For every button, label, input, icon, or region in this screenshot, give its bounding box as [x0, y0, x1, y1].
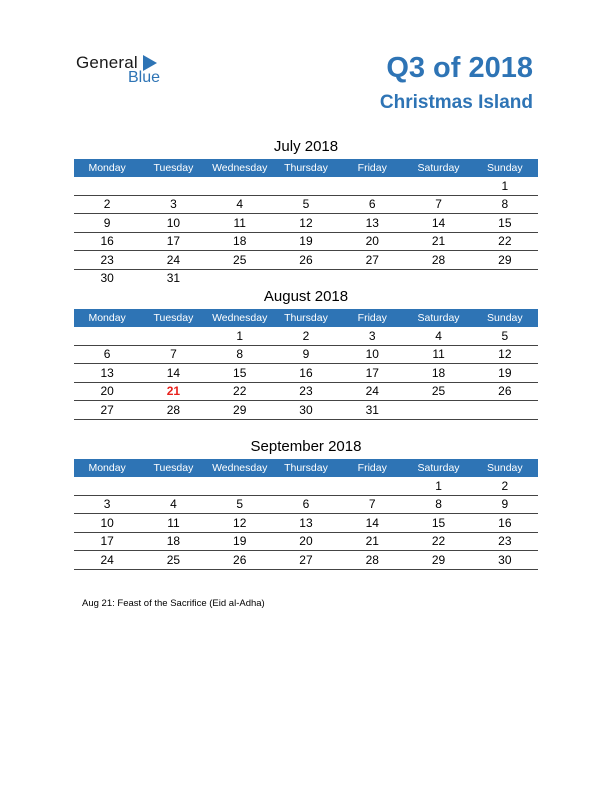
calendar-table — [74, 309, 538, 420]
calendar-table — [74, 459, 538, 570]
week-row — [74, 401, 538, 420]
day-cell: 4 — [207, 195, 273, 214]
day-cell: 1 — [472, 177, 538, 195]
day-cell: 12 — [207, 514, 273, 533]
week-row — [74, 327, 538, 345]
day-cell: 17 — [339, 364, 405, 383]
empty-day-cell — [339, 177, 405, 195]
day-cell: 24 — [140, 251, 206, 270]
empty-day-cell — [472, 401, 538, 420]
day-cell: 20 — [273, 532, 339, 551]
day-cell: 2 — [472, 477, 538, 495]
day-cell: 19 — [273, 232, 339, 251]
day-cell: 3 — [74, 495, 140, 514]
day-cell: 26 — [273, 251, 339, 270]
day-cell: 6 — [339, 195, 405, 214]
holiday-day-cell: 21 — [140, 382, 206, 401]
empty-day-cell — [273, 477, 339, 495]
day-cell: 23 — [472, 532, 538, 551]
week-row — [74, 364, 538, 383]
week-row — [74, 514, 538, 533]
day-cell: 24 — [339, 382, 405, 401]
empty-day-cell — [74, 477, 140, 495]
week-row — [74, 195, 538, 214]
day-cell: 14 — [339, 514, 405, 533]
empty-day-cell — [405, 269, 471, 287]
day-cell: 2 — [74, 195, 140, 214]
empty-day-cell — [140, 327, 206, 345]
day-cell: 10 — [339, 345, 405, 364]
logo-word-blue: Blue — [128, 69, 161, 86]
day-cell: 2 — [273, 327, 339, 345]
week-row — [74, 214, 538, 233]
weekday-header: Monday — [74, 159, 140, 177]
week-row — [74, 345, 538, 364]
page-subtitle: Christmas Island — [379, 92, 533, 113]
day-cell: 30 — [273, 401, 339, 420]
week-row — [74, 477, 538, 495]
empty-day-cell — [140, 177, 206, 195]
empty-day-cell — [273, 177, 339, 195]
weekday-header: Tuesday — [140, 309, 206, 327]
week-row — [74, 232, 538, 251]
day-cell: 19 — [472, 364, 538, 383]
day-cell: 12 — [273, 214, 339, 233]
empty-day-cell — [207, 177, 273, 195]
weekday-header: Friday — [339, 159, 405, 177]
day-cell: 18 — [207, 232, 273, 251]
day-cell: 20 — [74, 382, 140, 401]
month-block-july — [74, 137, 538, 287]
month-block-september — [74, 437, 538, 570]
weekday-header: Wednesday — [207, 309, 273, 327]
day-cell: 14 — [405, 214, 471, 233]
month-title: August 2018 — [263, 288, 349, 305]
day-cell: 22 — [405, 532, 471, 551]
weekday-header: Wednesday — [207, 459, 273, 477]
empty-day-cell — [140, 477, 206, 495]
generalblue-logo — [76, 53, 176, 87]
page-title: Q3 of 2018 — [386, 52, 533, 84]
weekday-header: Thursday — [273, 309, 339, 327]
day-cell: 6 — [74, 345, 140, 364]
day-cell: 12 — [472, 345, 538, 364]
weekday-header: Thursday — [273, 459, 339, 477]
day-cell: 26 — [472, 382, 538, 401]
weekday-header: Sunday — [472, 459, 538, 477]
day-cell: 31 — [166, 271, 181, 286]
day-cell: 15 — [405, 514, 471, 533]
weekday-header: Saturday — [405, 159, 471, 177]
day-cell: 25 — [207, 251, 273, 270]
day-cell: 29 — [207, 401, 273, 420]
empty-day-cell — [339, 269, 405, 287]
empty-day-cell — [472, 269, 538, 287]
weekday-header: Monday — [74, 309, 140, 327]
day-cell: 18 — [140, 532, 206, 551]
day-cell: 8 — [207, 345, 273, 364]
logo-word-general: General — [76, 53, 138, 72]
day-cell: 15 — [472, 214, 538, 233]
day-cell: 16 — [472, 514, 538, 533]
empty-day-cell — [405, 177, 471, 195]
day-cell: 17 — [140, 232, 206, 251]
day-cell: 13 — [74, 364, 140, 383]
day-cell: 27 — [74, 401, 140, 420]
day-cell: 28 — [405, 251, 471, 270]
day-cell: 23 — [273, 382, 339, 401]
day-cell: 27 — [273, 551, 339, 570]
weekday-header: Friday — [339, 309, 405, 327]
day-cell: 10 — [74, 514, 140, 533]
day-cell: 21 — [339, 532, 405, 551]
empty-day-cell — [74, 327, 140, 345]
day-cell: 11 — [140, 514, 206, 533]
week-row — [74, 495, 538, 514]
day-cell: 18 — [405, 364, 471, 383]
day-cell: 7 — [405, 195, 471, 214]
weekday-header: Saturday — [405, 309, 471, 327]
weekday-header: Monday — [74, 459, 140, 477]
day-cell: 4 — [140, 495, 206, 514]
holiday-notes — [82, 598, 265, 609]
day-cell: 25 — [140, 551, 206, 570]
day-cell: 24 — [74, 551, 140, 570]
holiday-note: Aug 21: Feast of the Sacrifice (Eid al-Adha) — [82, 598, 265, 609]
day-cell: 30 — [472, 551, 538, 570]
weekday-header: Friday — [339, 459, 405, 477]
day-cell: 6 — [273, 495, 339, 514]
week-row — [74, 251, 538, 270]
day-cell: 1 — [207, 327, 273, 345]
day-cell: 25 — [405, 382, 471, 401]
day-cell: 7 — [140, 345, 206, 364]
week-row — [74, 551, 538, 570]
day-cell: 30 — [100, 271, 114, 286]
day-cell: 27 — [339, 251, 405, 270]
day-cell: 13 — [273, 514, 339, 533]
day-cell: 10 — [140, 214, 206, 233]
weekday-header: Thursday — [273, 159, 339, 177]
day-cell: 7 — [339, 495, 405, 514]
weekday-header: Wednesday — [207, 159, 273, 177]
weekday-header: Saturday — [405, 459, 471, 477]
day-cell: 26 — [207, 551, 273, 570]
day-cell: 23 — [74, 251, 140, 270]
day-cell: 14 — [140, 364, 206, 383]
day-cell: 11 — [207, 214, 273, 233]
month-title: July 2018 — [273, 138, 339, 155]
week-row — [74, 382, 538, 401]
day-cell: 17 — [74, 532, 140, 551]
day-cell: 22 — [472, 232, 538, 251]
empty-day-cell — [207, 269, 273, 287]
day-cell: 28 — [339, 551, 405, 570]
day-cell: 9 — [74, 214, 140, 233]
day-cell: 3 — [140, 195, 206, 214]
month-block-august — [74, 287, 538, 420]
empty-day-cell — [273, 269, 339, 287]
weekday-header: Sunday — [472, 309, 538, 327]
empty-day-cell — [207, 477, 273, 495]
day-cell: 5 — [472, 327, 538, 345]
weekday-header: Tuesday — [140, 159, 206, 177]
day-cell: 8 — [405, 495, 471, 514]
day-cell: 13 — [339, 214, 405, 233]
day-cell: 16 — [74, 232, 140, 251]
day-cell: 1 — [405, 477, 471, 495]
day-cell: 29 — [405, 551, 471, 570]
day-cell: 28 — [140, 401, 206, 420]
day-cell: 15 — [207, 364, 273, 383]
day-cell: 4 — [405, 327, 471, 345]
weekday-header: Tuesday — [140, 459, 206, 477]
empty-day-cell — [74, 177, 140, 195]
day-cell: 3 — [339, 327, 405, 345]
day-cell: 9 — [273, 345, 339, 364]
calendar-table — [74, 159, 538, 287]
day-cell: 9 — [472, 495, 538, 514]
day-cell: 11 — [405, 345, 471, 364]
day-cell: 20 — [339, 232, 405, 251]
day-cell: 22 — [207, 382, 273, 401]
empty-day-cell — [339, 477, 405, 495]
day-cell: 29 — [472, 251, 538, 270]
week-row — [74, 532, 538, 551]
empty-day-cell — [405, 401, 471, 420]
weekday-header: Sunday — [472, 159, 538, 177]
day-cell: 21 — [405, 232, 471, 251]
day-cell: 5 — [207, 495, 273, 514]
day-cell: 31 — [339, 401, 405, 420]
day-cell: 19 — [207, 532, 273, 551]
week-row — [74, 269, 538, 287]
day-cell: 5 — [273, 195, 339, 214]
day-cell: 8 — [472, 195, 538, 214]
day-cell: 16 — [273, 364, 339, 383]
month-title: September 2018 — [250, 438, 362, 455]
week-row — [74, 177, 538, 195]
